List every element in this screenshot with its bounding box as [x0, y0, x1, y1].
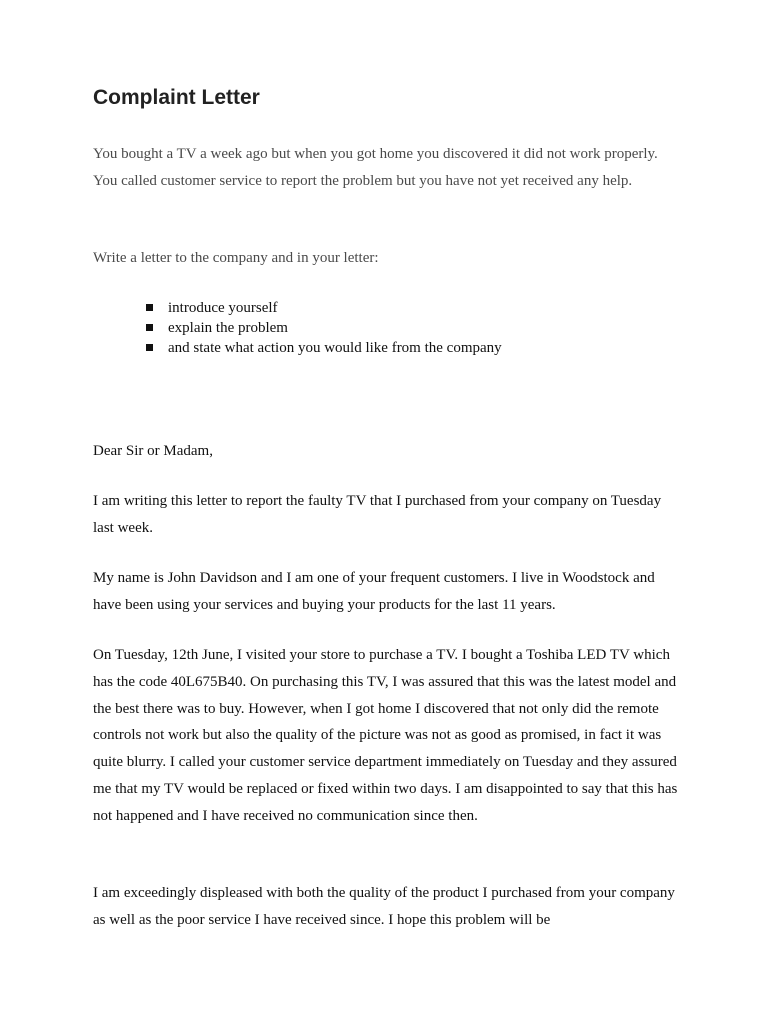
- letter-paragraph: My name is John Davidson and I am one of your frequent customers. I live in Woodstock and have been using your services and buying your products for the last 11 years.: [93, 570, 655, 613]
- letter-paragraph: On Tuesday, 12th June, I visited your store to purchase a TV. I bought a Toshiba LED TV which has the code 40L675B40. On purchasing this TV, I was assured that this was the latest model and the best there was to buy. However, when I got home I discovered that not only did the remote controls not work but also the quality of the picture was not as good as promised, in fact it was quite blurry. I called your customer service department immediately on Tuesday and they assured me that my TV would be replaced or fixed within two days. I am disappointed to say that this has not happened and I have received no communication since then.: [93, 647, 678, 824]
- bullet-text: explain the problem: [168, 320, 288, 336]
- bullet-item: [146, 298, 502, 318]
- letter-paragraph: I am writing this letter to report the faulty TV that I purchased from your company on Tuesday last week.: [93, 493, 662, 536]
- task-instruction: Write a letter to the company and in your letter:: [93, 250, 379, 266]
- bullet-text: and state what action you would like from the company: [168, 340, 502, 356]
- bullet-item: [146, 318, 502, 338]
- task-bullet-list: [146, 298, 502, 358]
- square-bullet-icon: [146, 344, 153, 351]
- bullet-item: [146, 338, 502, 358]
- task-intro: You bought a TV a week ago but when you got home you discovered it did not work properly. You called customer service to report the problem but you have not yet received any help.: [93, 146, 658, 189]
- square-bullet-icon: [146, 304, 153, 311]
- bullet-text: introduce yourself: [168, 300, 278, 316]
- square-bullet-icon: [146, 324, 153, 331]
- letter-paragraph: I am exceedingly displeased with both the quality of the product I purchased from your company as well as the poor service I have received since. I hope this problem will be: [93, 885, 675, 928]
- page-title: Complaint Letter: [93, 86, 260, 109]
- letter-greeting: Dear Sir or Madam,: [93, 443, 213, 459]
